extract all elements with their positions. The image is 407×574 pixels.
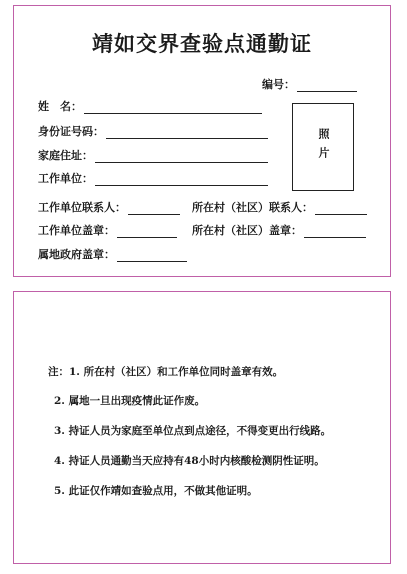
- number-line: [297, 79, 357, 92]
- work-contact-label: 工作单位联系人：: [38, 201, 126, 214]
- number-field: [262, 76, 357, 92]
- address-label: 家庭住址：: [38, 149, 93, 162]
- village-contact-field: [192, 199, 367, 215]
- pass-card-front: [13, 5, 391, 277]
- village-seal-label: 所在村（社区）盖章：: [192, 224, 302, 237]
- pass-card-back: [13, 291, 391, 564]
- note-4: 4. 持证人员通勤当天应持有48小时内核酸检测阴性证明。: [54, 455, 325, 467]
- workplace-label: 工作单位：: [38, 172, 93, 185]
- note-5: 5. 此证仅作靖如查验点用，不做其他证明。: [54, 485, 258, 497]
- name-label: 姓 名：: [38, 100, 82, 113]
- work-seal-label: 工作单位盖章：: [38, 224, 115, 237]
- gov-seal-label: 属地政府盖章：: [38, 248, 115, 261]
- work-contact-field: [38, 199, 180, 215]
- id-line: [106, 126, 268, 139]
- address-line: [95, 150, 268, 163]
- address-field: [38, 147, 268, 163]
- photo-box: [292, 103, 354, 191]
- work-seal-field: [38, 222, 177, 238]
- note-3: 3. 持证人员为家庭至单位点到点途径，不得变更出行线路。: [54, 425, 332, 437]
- village-contact-label: 所在村（社区）联系人：: [192, 201, 313, 214]
- name-line: [84, 101, 262, 114]
- name-field: [38, 98, 262, 114]
- number-label: 编号：: [262, 78, 295, 91]
- village-seal-line: [304, 225, 366, 238]
- id-label: 身份证号码：: [38, 125, 104, 138]
- work-contact-line: [128, 202, 180, 215]
- id-field: [38, 123, 268, 139]
- village-contact-line: [315, 202, 367, 215]
- note-2: 2. 属地一旦出现疫情此证作废。: [54, 395, 206, 407]
- gov-seal-field: [38, 246, 187, 262]
- workplace-field: [38, 170, 268, 186]
- pass-title: 靖如交界查验点通勤证: [92, 31, 312, 56]
- village-seal-field: [192, 222, 366, 238]
- workplace-line: [95, 173, 268, 186]
- photo-label: 照片: [317, 128, 330, 166]
- gov-seal-line: [117, 249, 187, 262]
- work-seal-line: [117, 225, 177, 238]
- note-1: 注：1. 所在村（社区）和工作单位同时盖章有效。: [48, 366, 284, 378]
